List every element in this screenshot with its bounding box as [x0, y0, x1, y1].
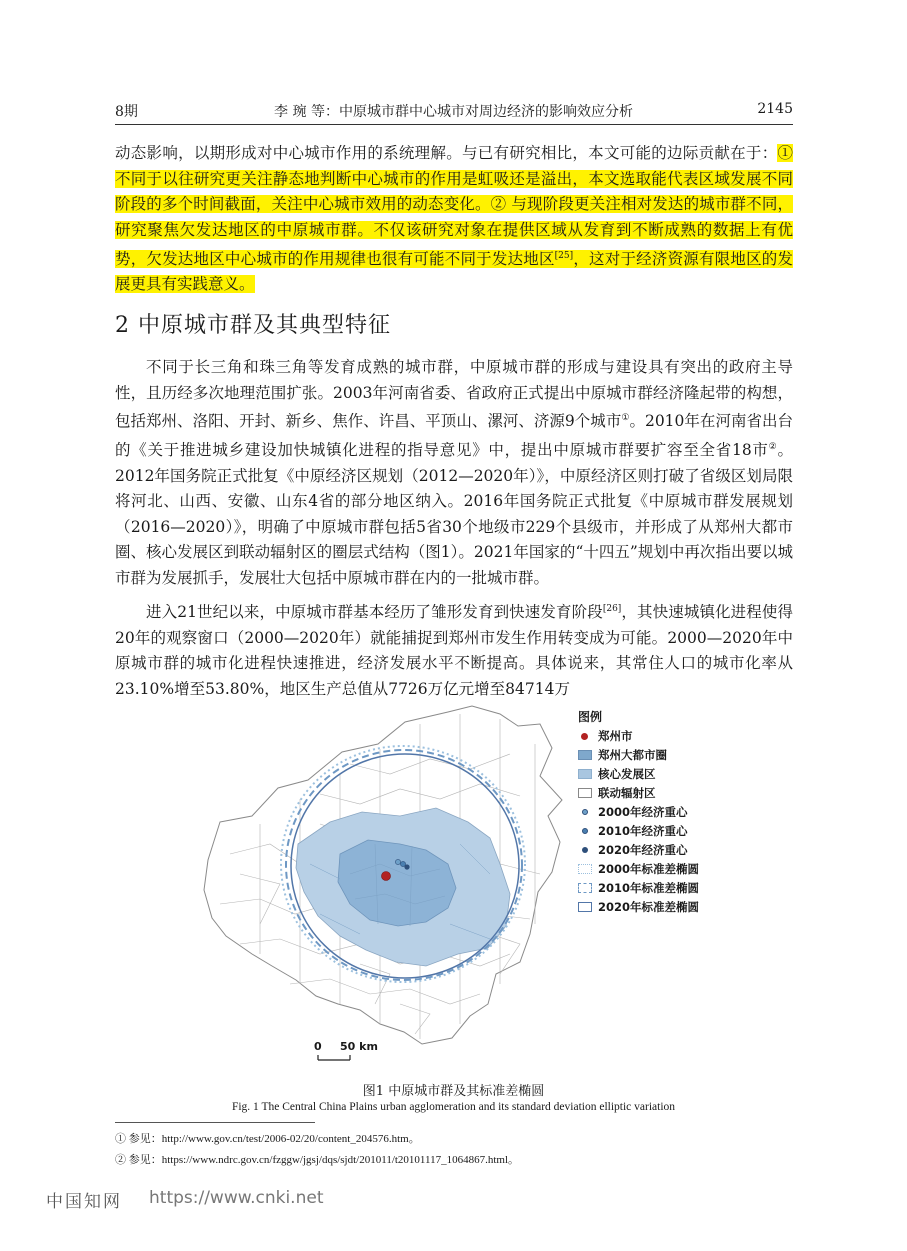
intro-line2-plain: 献在于：: [714, 144, 778, 162]
citation-ref-26: [26]: [602, 604, 622, 614]
legend-item-ellipse-2020: 2020年标准差椭圆: [578, 898, 699, 916]
cnki-brand: 中国知网: [46, 1192, 122, 1212]
footnote-1: ① 参见：http://www.gov.cn/test/2006-02/20/content_204576.htm。: [115, 1133, 420, 1145]
highlighted-contribution: [115, 144, 793, 293]
red-dot-icon: [581, 733, 588, 740]
ellipse-2000-icon: [578, 864, 592, 874]
legend-item-center-2010: 2010年经济重心: [578, 822, 688, 840]
header-issue: 8期: [115, 104, 138, 120]
metro-swatch-icon: [578, 750, 592, 760]
ellipse-2020-icon: [578, 902, 592, 912]
footnote-2: ② 参见：https://www.ndrc.gov.cn/fzggw/jgsj/dqs/sjdt/201011/t20101117_1064867.html。: [115, 1154, 520, 1166]
map-legend: [578, 708, 738, 914]
legend-item-core: 核心发展区: [578, 765, 656, 783]
center-2000-icon: [582, 809, 588, 815]
footnote-marker-2: ②: [768, 441, 778, 452]
footnote-marker-1: ①: [621, 413, 630, 424]
intro-line1: 动态影响，以期形成对中心城市作用的系统理解。与已有研究相比，本文可能的边际贡: [115, 144, 715, 162]
p1-text-c: 。2012年国务院正式批复《中原经济区规划（2012—2020年）》，中原经济区则打破了省级区划局限将河北、山西、安徽、山东4省的部分地区纳入。2016年国务院正式批复《中原城市群发展规划（2016—2020）》，明确了中原城市群包括5省30个地级市229个县级市，并形成了从郑州大都市圈、核心发展区到联动辐射区的圈层式结构（图1）。2021年国家的“十四五”规划中再次指出要以城市群为发展抓手，发展壮大包括中原城市群在内的一批城市群。: [115, 441, 793, 588]
footnote-rule: [115, 1122, 315, 1123]
body-paragraph-2: [115, 597, 793, 703]
intro-paragraph: [115, 141, 793, 298]
p2-text-a: 进入21世纪以来，中原城市群基本经历了雏形发育到快速发育阶段: [146, 603, 603, 622]
p1-text-a: 不同于长三角和珠三角等发育成熟的城市群，中原城市群的形成与建设具有突出的政府主导性，且历经多次地理范围扩张。2003年河南省委、省政府正式提出中原城市群经济隆起带的构想，包括郑州、洛阳、开封、新乡、焦作、许昌、平顶山、漯河、济源9个城市: [115, 358, 793, 431]
ellipse-2010-icon: [578, 883, 592, 893]
p2-text-b: ，其快速城镇化进程使得20年的观察窗口（2000—2020年）就能捕捉到郑州市发生作用转变成为可能。2000—2020年中原城市群的城市化进程快速推进，经济发展水平不断提高。具体说来，其常住人口的城市化率从23.10%增至53.80%，地区生产总值从7726万亿元增至84714万: [115, 603, 793, 698]
section-heading: 2 中原城市群及其典型特征: [115, 313, 391, 338]
legend-title: 图例: [578, 710, 603, 724]
center-2020: [404, 864, 409, 869]
page-number: 2145: [757, 101, 793, 117]
legend-item-center-2020: 2020年经济重心: [578, 841, 688, 859]
linked-swatch-icon: [578, 788, 592, 798]
figure-caption-en: Fig. 1 The Central China Plains urban agglomeration and its standard deviation elliptic variation: [231, 1101, 676, 1113]
figure-caption-zh: 图1 中原城市群及其标准差椭圆: [362, 1084, 545, 1099]
body-paragraph-1: [115, 355, 793, 592]
zhengzhou-dot-icon: [382, 872, 391, 881]
highlight-end: ，这对于经济资源有限地区的发展更具有实践意义。: [115, 249, 793, 294]
scale-zero: 0: [314, 1040, 322, 1053]
running-title: 李 琬 等：中原城市群中心城市对周边经济的影响效应分析: [274, 104, 633, 120]
p1-text-b: 。2010年在河南省出台的《关于推进城乡建设加快城镇化进程的指导意见》中，提出中原城市群要扩容至全省18市: [115, 412, 793, 460]
legend-item-ellipse-2000: 2000年标准差椭圆: [578, 860, 699, 878]
citation-ref: [25]: [554, 250, 574, 261]
cnki-url[interactable]: https://www.cnki.net: [149, 1188, 324, 1208]
center-2000: [395, 859, 400, 864]
legend-item-metro: 郑州大都市圈: [578, 746, 667, 764]
core-swatch-icon: [578, 769, 592, 779]
header-rule: [115, 124, 793, 125]
scale-label: 50 km: [340, 1040, 378, 1053]
legend-item-zhengzhou: 郑州市: [578, 727, 633, 745]
highlight-text: ① 不同于以往研究更关注静态地判断中心城市的作用是虹吸还是溢出，本文选取能代表区域发展不同阶段的多个时间截面，关注中心城市效用的动态变化。② 与现阶段更关注相对发达的城市群不同，研究聚焦欠发达地区的中原城市群。不仅该研究对象在提供区域从发育到不断成熟的数据上有优势，欠发达地区中心城市的作用规律也很有可能不同于发达地区: [115, 144, 793, 268]
legend-item-linked: 联动辐射区: [578, 784, 656, 802]
center-2020-icon: [582, 847, 588, 853]
center-2010-icon: [582, 828, 588, 834]
figure-map: [200, 704, 740, 1076]
legend-item-ellipse-2010: 2010年标准差椭圆: [578, 879, 699, 897]
legend-item-center-2000: 2000年经济重心: [578, 803, 688, 821]
